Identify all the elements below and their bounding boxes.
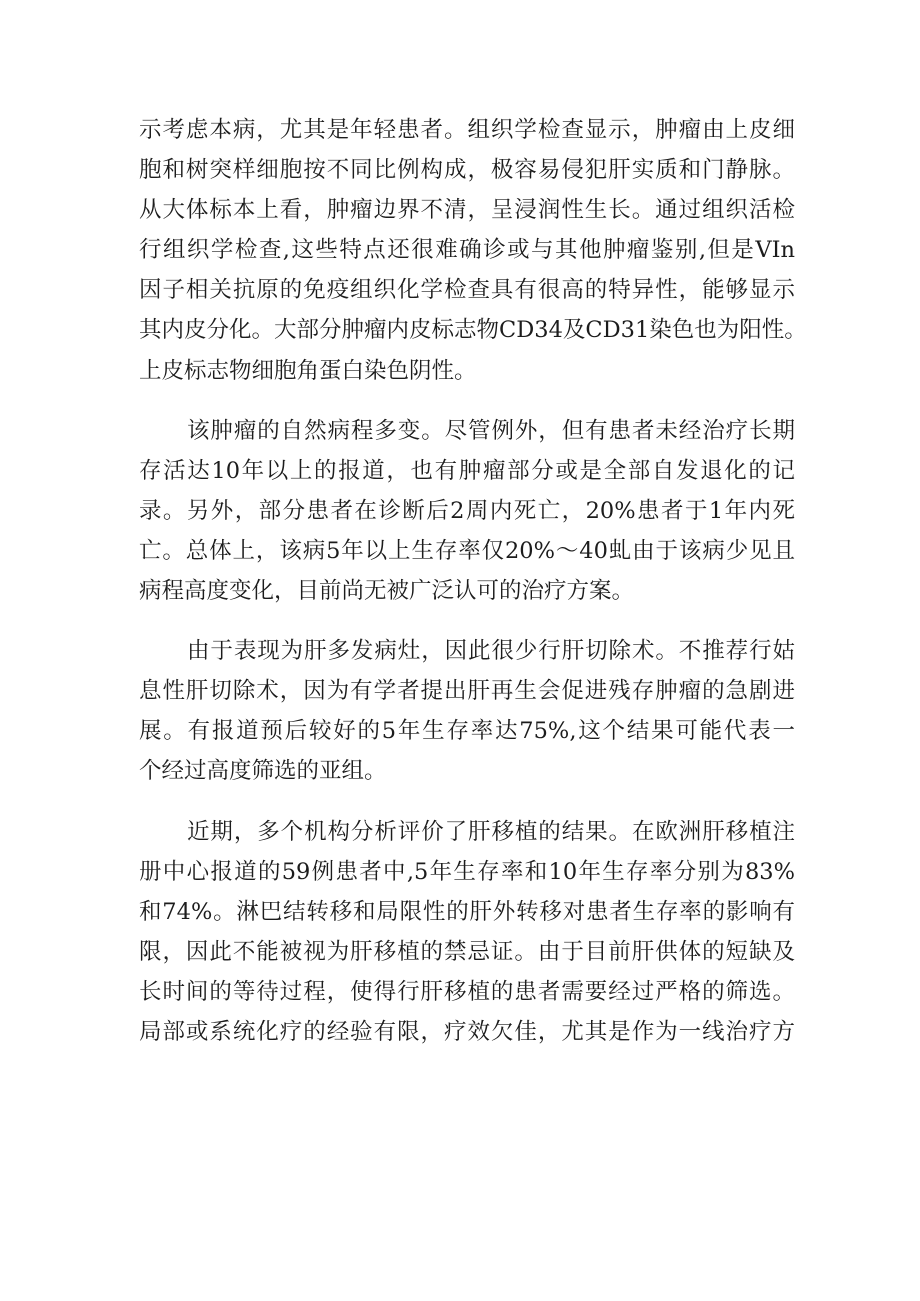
text-line: 册中心报道的59例患者中,5年生存率和10年生存率分别为83% (139, 858, 795, 885)
text-line: 局部或系统化疗的经验有限，疗效欠佳，尤其是作为一线治疗方 (139, 1018, 795, 1045)
text-line: 录。另外，部分患者在诊断后2周内死亡，20%患者于1年内死 (139, 497, 795, 524)
paragraph-3 (139, 631, 795, 791)
text-line: 其内皮分化。大部分肿瘤内皮标志物CD34及CD31染色也为阳性。 (139, 317, 807, 344)
paragraph-4 (139, 812, 795, 1053)
text-line: 行组织学检查,这些特点还很难确诊或与其他肿瘤鉴别,但是VIn (139, 237, 795, 264)
text-line: 病程高度变化，目前尚无被广泛认可的治疗方案。 (139, 578, 635, 605)
text-line: 息性肝切除术，因为有学者提出肝再生会促进残存肿瘤的急剧进 (139, 678, 795, 705)
paragraph-2 (139, 411, 795, 611)
text-line: 限，因此不能被视为肝移植的禁忌证。由于目前肝供体的短缺及 (139, 938, 795, 965)
body-text (139, 110, 807, 1072)
text-line: 和74%。淋巴结转移和局限性的肝外转移对患者生存率的影响有 (139, 898, 795, 925)
text-line: 上皮标志物细胞角蛋白染色阴性。 (139, 357, 477, 384)
paragraph-1 (139, 110, 807, 391)
text-line: 长时间的等待过程，使得行肝移植的患者需要经过严格的筛选。 (139, 978, 795, 1005)
text-line: 该肿瘤的自然病程多变。尽管例外，但有患者未经治疗长期 (187, 417, 795, 444)
text-line: 近期，多个机构分析评价了肝移植的结果。在欧洲肝移植注 (187, 818, 795, 845)
text-line: 存活达10年以上的报道，也有肿瘤部分或是全部自发退化的记 (139, 457, 795, 484)
text-line: 示考虑本病，尤其是年轻患者。组织学检查显示，肿瘤由上皮细 (139, 117, 795, 143)
text-line: 由于表现为肝多发病灶，因此很少行肝切除术。不推荐行姑 (187, 638, 795, 665)
text-line: 胞和树突样细胞按不同比例构成，极容易侵犯肝实质和门静脉。 (139, 157, 795, 184)
text-line: 因子相关抗原的免疫组织化学检查具有很高的特异性，能够显示 (139, 277, 795, 304)
text-line: 从大体标本上看，肿瘤边界不清，呈浸润性生长。通过组织活检 (139, 197, 795, 224)
text-line: 亡。总体上，该病5年以上生存率仅20%～40虬由于该病少见且 (139, 537, 795, 564)
text-line: 展。有报道预后较好的5年生存率达75%,这个结果可能代表一 (139, 718, 795, 745)
text-line: 个经过高度筛选的亚组。 (139, 758, 387, 785)
